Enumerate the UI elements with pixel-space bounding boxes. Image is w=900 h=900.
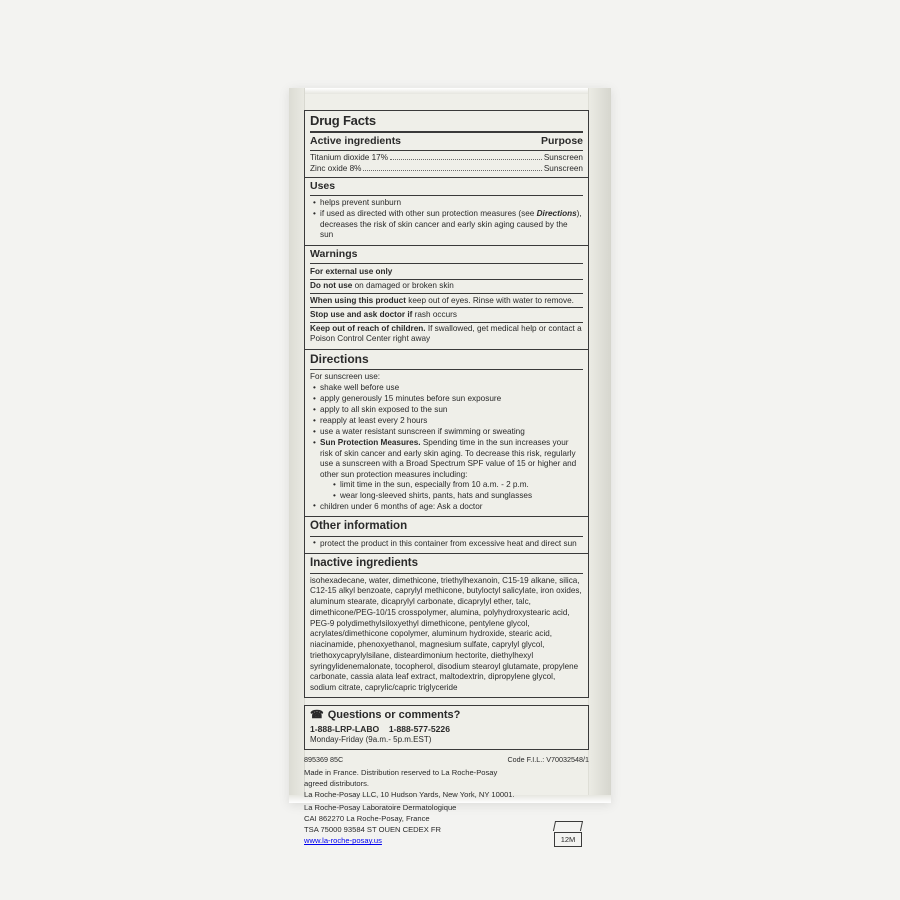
active-ingredient-row bbox=[310, 153, 583, 163]
list-item: • protect the product in this container from excessive heat and direct sun bbox=[320, 539, 583, 550]
sun-protection-item bbox=[320, 438, 583, 501]
drug-facts-title: Drug Facts bbox=[310, 113, 376, 128]
list-item: • if used as directed with other sun protection measures (see Directions), decreases the risk of skin cancer and early skin aging caused by the sun bbox=[320, 209, 583, 241]
list-item: • helps prevent sunburn bbox=[320, 198, 583, 209]
sun-protection-label: Sun Protection Measures. bbox=[320, 438, 421, 448]
warning-rest: rash occurs bbox=[412, 309, 457, 319]
other-information-list bbox=[310, 539, 583, 550]
directions-emphasis: Directions bbox=[536, 209, 577, 218]
directions-section bbox=[304, 349, 589, 516]
carton-right-side-panel bbox=[588, 88, 611, 803]
purpose-heading: Purpose bbox=[540, 135, 583, 148]
warning-rest: keep out of eyes. Rinse with water to remove. bbox=[405, 295, 574, 305]
active-ingredient-name: Titanium dioxide 17% bbox=[310, 153, 388, 163]
divider bbox=[310, 150, 583, 151]
product-carton bbox=[289, 88, 611, 846]
active-ingredient-name: Zinc oxide 8% bbox=[310, 163, 362, 173]
sun-protection-sublist bbox=[330, 480, 583, 501]
warning-line bbox=[310, 294, 583, 308]
dot-leader bbox=[390, 158, 542, 160]
list-item: • apply generously 15 minutes before sun exposure bbox=[320, 394, 583, 405]
warning-bold: For external use only bbox=[310, 267, 393, 277]
uses-heading: Uses bbox=[310, 179, 336, 192]
directions-list bbox=[310, 383, 583, 512]
website-link[interactable]: www.la-roche-posay.us bbox=[304, 836, 382, 846]
fil-code: Code F.I.L.: V70032548/1 bbox=[507, 755, 589, 765]
questions-title-row bbox=[310, 709, 583, 723]
questions-hours: Monday-Friday (9a.m.- 5p.m.EST) bbox=[310, 735, 432, 745]
warning-line bbox=[310, 323, 583, 347]
jar-lid-shape bbox=[553, 821, 583, 831]
inactive-ingredients-section bbox=[304, 553, 589, 698]
drug-facts-section bbox=[304, 110, 589, 177]
divider bbox=[310, 131, 583, 133]
warnings-heading: Warnings bbox=[310, 247, 358, 260]
dot-leader bbox=[363, 169, 541, 171]
warning-line bbox=[310, 280, 583, 294]
active-ingredient-purpose: Sunscreen bbox=[543, 153, 583, 163]
divider bbox=[310, 369, 583, 370]
questions-box bbox=[304, 705, 589, 750]
address-block bbox=[304, 768, 519, 846]
period-after-opening-symbol bbox=[553, 821, 583, 847]
code-row bbox=[304, 755, 589, 765]
warning-bold: Keep out of reach of children. bbox=[310, 324, 426, 334]
active-ingredients-header-row bbox=[310, 135, 583, 148]
warning-bold: Do not use bbox=[310, 281, 353, 291]
telephone-icon: ☎ bbox=[310, 709, 324, 722]
warnings-section bbox=[304, 245, 589, 350]
inactive-ingredients-heading: Inactive ingredients bbox=[310, 557, 419, 570]
lot-code: 895369 85C bbox=[304, 755, 344, 765]
pao-label: 12M bbox=[554, 832, 582, 847]
warning-bold: When using this product bbox=[310, 295, 406, 305]
warning-rest: If swallowed, get medical help or contact a Poison Control Center right away bbox=[310, 324, 582, 344]
questions-title: Questions or comments? bbox=[327, 708, 461, 721]
uses-section bbox=[304, 177, 589, 245]
carton-left-fold bbox=[289, 88, 305, 803]
list-item: • children under 6 months of age: Ask a doctor bbox=[320, 502, 583, 513]
list-item: • use a water resistant sunscreen if swimming or sweating bbox=[320, 427, 583, 438]
phone-number-secondary[interactable]: 1-888-577-5226 bbox=[388, 723, 450, 734]
active-ingredient-row bbox=[310, 164, 583, 174]
directions-intro: For sunscreen use: bbox=[310, 372, 381, 382]
phone-number-primary[interactable]: 1-888-LRP-LABO bbox=[310, 723, 380, 734]
footer-block bbox=[304, 755, 589, 846]
address-line: Made in France. Distribution reserved to La Roche-Posay agreed distributors. bbox=[304, 768, 498, 789]
address-line: La Roche-Posay LLC, 10 Hudson Yards, New York, NY 10001. bbox=[304, 789, 515, 799]
active-ingredients-heading: Active ingredients bbox=[310, 135, 402, 148]
directions-heading: Directions bbox=[310, 352, 369, 367]
divider bbox=[310, 536, 583, 537]
sun-protection-text: Spending time in the sun increases your risk of skin cancer and early skin aging. To decrease this risk, regularly use a sunscreen with a Broad Spectrum SPF value of 15 or higher and other sun protection measures including: bbox=[320, 438, 577, 479]
address-line: CAI 862270 La Roche-Posay, France bbox=[304, 813, 430, 823]
carton-top-edge bbox=[289, 88, 611, 94]
warning-rest: on damaged or broken skin bbox=[352, 281, 454, 291]
divider bbox=[310, 573, 583, 574]
questions-phone-numbers bbox=[310, 724, 583, 735]
divider bbox=[310, 263, 583, 264]
list-item: • reapply at least every 2 hours bbox=[320, 416, 583, 427]
warning-bold: Stop use and ask doctor if bbox=[310, 309, 413, 319]
other-information-section bbox=[304, 516, 589, 553]
active-ingredient-purpose: Sunscreen bbox=[543, 163, 583, 173]
list-item: • limit time in the sun, especially from 10 a.m. - 2 p.m. bbox=[340, 480, 583, 491]
list-item: • apply to all skin exposed to the sun bbox=[320, 405, 583, 416]
address-line: La Roche-Posay Laboratoire Dermatologique bbox=[304, 803, 457, 813]
address-line: TSA 75000 93584 ST OUEN CEDEX FR bbox=[304, 824, 442, 834]
list-item: • shake well before use bbox=[320, 383, 583, 394]
warning-line bbox=[310, 308, 583, 322]
drug-facts-panel bbox=[304, 110, 589, 846]
list-item: • wear long-sleeved shirts, pants, hats and sunglasses bbox=[340, 491, 583, 502]
inactive-ingredients-text: isohexadecane, water, dimethicone, triethylhexanoin, C15-19 alkane, silica, C12-15 alkyl benzoate, caprylyl methicone, butyloctyl salicylate, iron oxides, aluminum stearate, dicaprylyl carbonate, dicaprylyl ether, talc, dimethicone/PEG-10/15 crosspolymer, alumina, polyhydroxystearic acid, PEG-9 polydimethylsiloxyethyl dimethicone, pentylene glycol, acrylates/dimethicone copolymer, aluminum hydroxide, stearic acid, niacinamide, phenoxyethanol, magnesium sulfate, caprylyl glycol, triethoxycaprylylsilane, disteardimonium hectorite, diethylhexyl syringylidenemalonate, tocopherol, disodium stearoyl glutamate, propylene carbonate, cassia alata leaf extract, maltodextrin, dipropylene glycol, sodium citrate, caprylic/capric triglyceride bbox=[310, 575, 582, 693]
divider bbox=[310, 195, 583, 196]
warning-line bbox=[310, 266, 583, 280]
uses-list bbox=[310, 198, 583, 241]
other-information-heading: Other information bbox=[310, 520, 408, 533]
